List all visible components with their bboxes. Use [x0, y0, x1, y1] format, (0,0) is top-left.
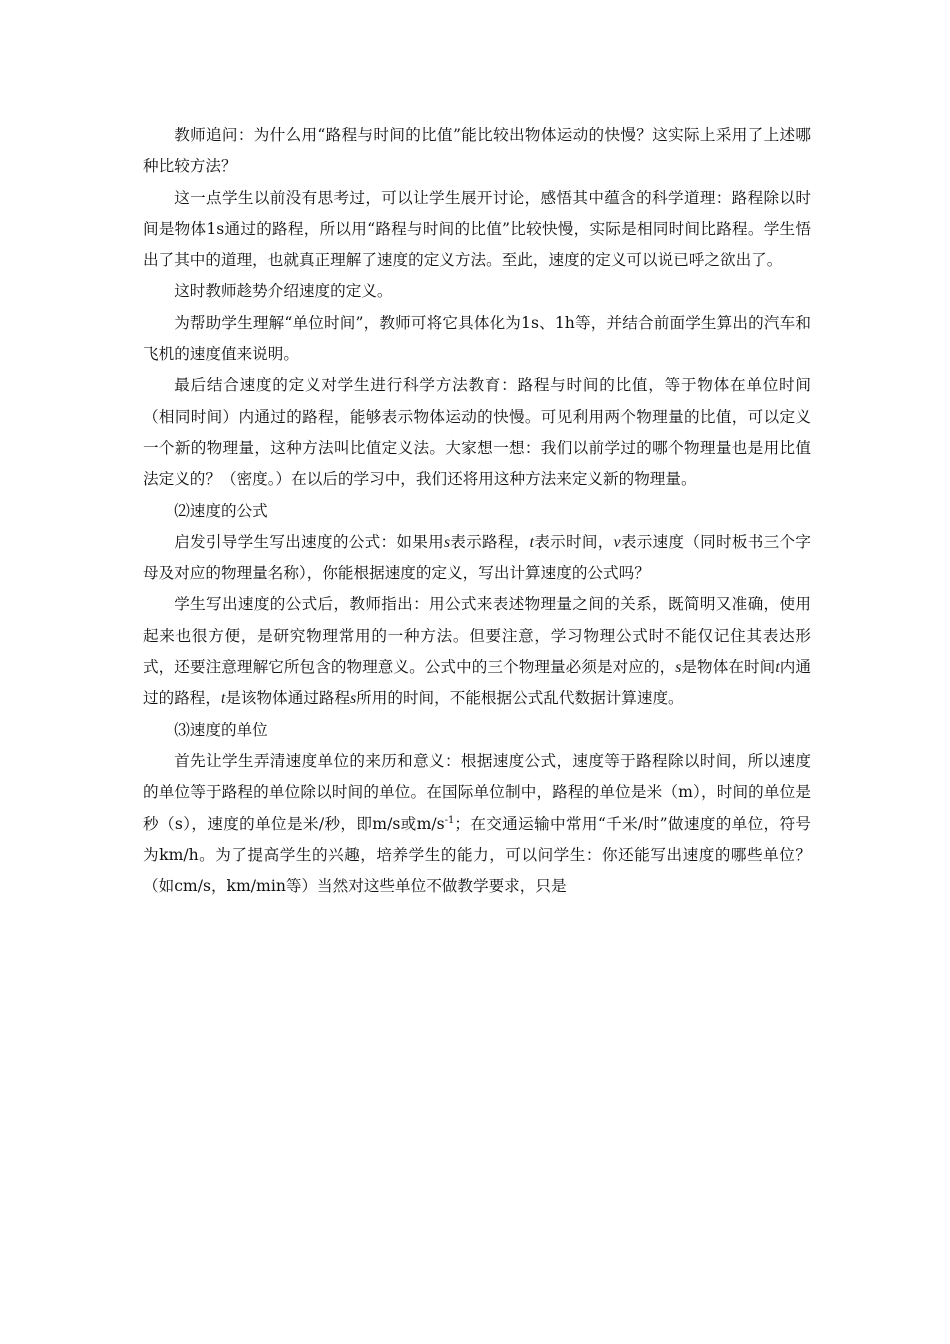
paragraph-formula-meaning: [143, 589, 811, 714]
text-segment: 表示速度（同时板书三个字母及对应的物理量名称），你能根据速度的定义，写出计算速度的公式吗？: [143, 532, 811, 583]
text-segment: 首先让学生弄清速度单位的来历和意义：根据速度公式，速度等于路程除以时间，所以速度的单位等于路程的单位除以时间的单位。在国际单位制中，路程的单位是米（m），时间的单位是秒（s），速度的单位是米/秒，即m/s或m/s: [143, 751, 811, 833]
paragraph-formula-guide: [143, 527, 811, 590]
paragraph-teacher-question: 教师追问：为什么用“路程与时间的比值”能比较出物体运动的快慢？这实际上采用了上述哪种比较方法？: [143, 126, 811, 176]
paragraph-discussion: 这一点学生以前没有思考过，可以让学生展开讨论，感悟其中蕴含的科学道理：路程除以时间是物体1s通过的路程，所以用“路程与时间的比值”比较快慢，实际是相同时间比路程。学生悟出了其中的道理，也就真正理解了速度的定义方法。至此，速度的定义可以说已呼之欲出了。: [143, 188, 811, 270]
superscript: -1: [444, 814, 455, 826]
variable-s: s: [350, 690, 357, 708]
variable-t: t: [220, 690, 226, 708]
paragraph-definition-intro: 这时教师趁势介绍速度的定义。: [174, 282, 393, 301]
text-segment: 表示时间，: [534, 532, 614, 551]
text-segment: ；在交通运输中常用“千米/时”做速度的单位，符号为km/h。为了提高学生的兴趣，培养学生的能力，可以问学生：你还能写出速度的哪些单位？（如cm/s，km/min等）当然对这些单位不做教学要求，只是: [143, 814, 811, 896]
variable-s: s: [443, 533, 451, 551]
document-body: [143, 120, 811, 902]
variable-s: s: [675, 659, 682, 677]
heading-speed-formula: ⑵速度的公式: [174, 501, 268, 520]
text-segment: 学生写出速度的公式后，教师指出：用公式来表述物理量之间的关系，既简明又准确，使用起来也很方便，是研究物理常用的一种方法。但要注意，学习物理公式时不能仅记住其表达形式，还要注意理解它所包含的物理意义。公式中的三个物理量必须是对应的，: [143, 595, 811, 677]
paragraph-unit-origin: [143, 746, 811, 902]
paragraph-ratio-method: 最后结合速度的定义对学生进行科学方法教育：路程与时间的比值，等于物体在单位时间（相同时间）内通过的路程，能够表示物体运动的快慢。可见利用两个物理量的比值，可以定义一个新的物理量，这种方法叫比值定义法。大家想一想：我们以前学过的哪个物理量也是用比值法定义的？（密度。）在以后的学习中，我们还将用这种方法来定义新的物理量。: [143, 376, 811, 489]
variable-t: t: [529, 533, 534, 551]
text-segment: 所用的时间，不能根据公式乱代数据计算速度。: [356, 689, 684, 708]
heading-speed-unit: ⑶速度的单位: [174, 720, 268, 739]
text-segment: 表示路程，: [450, 532, 530, 551]
variable-t: t: [775, 659, 780, 677]
paragraph-unit-time: 为帮助学生理解“单位时间”，教师可将它具体化为1s、1h等，并结合前面学生算出的汽车和飞机的速度值来说明。: [143, 313, 811, 364]
text-segment: 是该物体通过路程: [225, 689, 351, 708]
text-segment: 内通过的路程，: [143, 658, 811, 708]
text-segment: 启发引导学生写出速度的公式：如果用: [174, 532, 444, 551]
text-segment: 是物体在时间: [681, 658, 776, 677]
variable-v: v: [613, 533, 621, 551]
